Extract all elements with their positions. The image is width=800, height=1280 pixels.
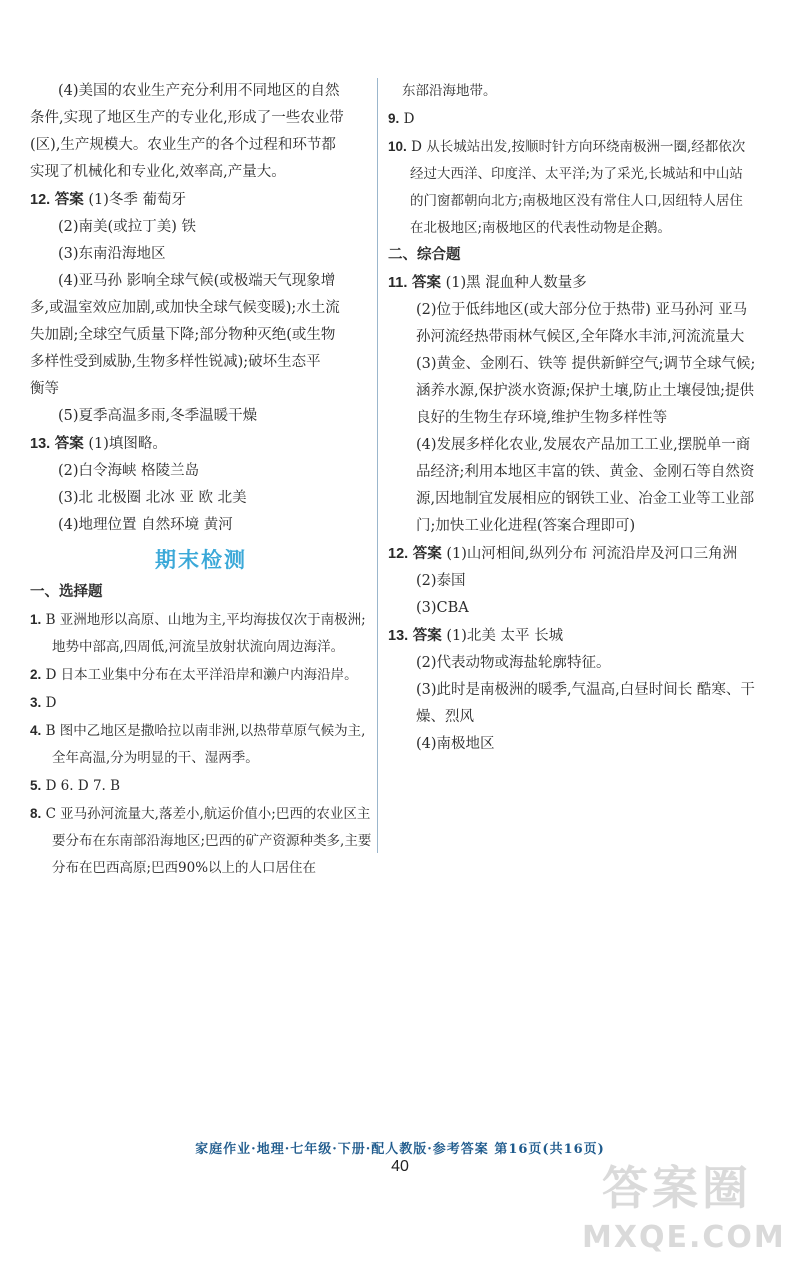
answer-text: (2)泰国	[416, 573, 466, 589]
q13-answer-header	[388, 622, 756, 650]
question-number: 3.	[30, 695, 42, 710]
q12-answer-header	[30, 186, 372, 214]
question-number: 13.	[388, 628, 409, 644]
continued-text: 东部沿海地带。	[402, 83, 497, 99]
answer-text: (4)地理位置 自然环境 黄河	[58, 517, 233, 533]
answer-text: 衡等	[30, 381, 59, 397]
question-number: 9.	[388, 111, 400, 126]
answer-text: (3)东南沿海地区	[58, 246, 166, 262]
question-number: 13.	[30, 436, 51, 452]
answer-text: (2)南美(或拉丁美) 铁	[58, 219, 196, 235]
mc-text: D	[403, 111, 415, 127]
q11-part4-line: (区),生产规模大。农业生产的各个过程和环节都	[30, 137, 336, 153]
section-heading: 一、选择题	[30, 584, 103, 600]
question-number: 8.	[30, 806, 42, 821]
answer-text: (4)发展多样化农业,发展农产品加工工业,摆脱单一商品经济;利用本地区丰富的铁、黄金、金刚石等自然资源,因地制宜发展相应的钢铁工业、冶金工业等工业部门;加快工业化进程(答案合理即可)	[416, 437, 755, 534]
answer-text: (2)白令海峡 格陵兰岛	[58, 463, 200, 479]
answer-text: (1)山河相间,纵列分布 河流沿岸及河口三角洲	[446, 546, 738, 562]
answer-text: 失加剧;全球空气质量下降;部分物种灭绝(或生物	[30, 327, 336, 343]
q11-part4-line: 实现了机械化和专业化,效率高,产量大。	[30, 164, 286, 180]
mc-text: D 日本工业集中分布在太平洋沿岸和濑户内海沿岸。	[45, 667, 358, 683]
mc-text: B 亚洲地形以高原、山地为主,平均海拔仅次于南极洲;地势中部高,四周低,河流呈放射状流向周边海洋。	[45, 612, 366, 655]
q11-part4-line: (4)美国的农业生产充分利用不同地区的自然	[58, 83, 340, 99]
answer-label: 答案	[54, 191, 84, 208]
mc-item	[30, 689, 372, 717]
answer-text: 多样性受到威胁,生物多样性锐减);破坏生态平	[30, 354, 321, 370]
watermark-url: MXQE.COM	[582, 1220, 786, 1255]
answer-text: (1)黑 混血种人数量多	[445, 275, 587, 291]
section-heading: 二、综合题	[388, 247, 461, 263]
page-number: 40	[391, 1158, 409, 1175]
mc-text: D 6. D 7. B	[45, 778, 121, 794]
mc-item	[388, 105, 756, 133]
answer-text: (5)夏季高温多雨,冬季温暖干燥	[58, 408, 258, 424]
question-number: 4.	[30, 723, 42, 738]
question-number: 12.	[388, 546, 409, 562]
mc-text: C 亚马孙河流量大,落差小,航运价值小;巴西的农业区主要分布在东南部沿海地区;巴西的矿产资源种类多,主要分布在巴西高原;巴西90%以上的人口居住在	[45, 806, 372, 876]
mc-item	[30, 717, 372, 772]
q12-answer-header	[388, 540, 756, 568]
mc-text: D	[45, 695, 57, 711]
mc-item	[30, 606, 372, 661]
answer-text: (3)此时是南极洲的暖季,气温高,白昼时间长 酷寒、干燥、烈风	[416, 682, 755, 725]
mc-item	[388, 133, 756, 242]
question-number: 1.	[30, 612, 42, 627]
column-divider	[377, 78, 378, 853]
question-number: 10.	[388, 139, 407, 154]
answer-text: (4)亚马孙 影响全球气候(或极端天气现象增	[58, 273, 336, 289]
answer-label: 答案	[411, 274, 441, 291]
answer-text: (4)南极地区	[416, 736, 495, 752]
answer-label: 答案	[412, 545, 442, 562]
question-number: 11.	[388, 275, 408, 291]
answer-text: (1)北美 太平 长城	[446, 628, 564, 644]
answer-text: 多,或温室效应加剧,或加快全球气候变暖);水土流	[30, 300, 340, 316]
mc-item	[30, 772, 372, 800]
mc-item	[30, 800, 372, 882]
answer-text: (2)代表动物或海盐轮廓特征。	[416, 655, 611, 671]
page-footer: 家庭作业·地理·七年级·下册·配人教版·参考答案 第16页(共16页)	[195, 1142, 605, 1157]
answer-text: (3)CBA	[416, 600, 469, 616]
answer-text: (1)冬季 葡萄牙	[88, 192, 187, 208]
q11-part4-line: 条件,实现了地区生产的专业化,形成了一些农业带	[30, 110, 344, 126]
question-number: 2.	[30, 667, 42, 682]
answer-text: (1)填图略。	[88, 436, 167, 452]
answer-text: (2)位于低纬地区(或大部分位于热带) 亚马孙河 亚马孙河流经热带雨林气候区,全年降水丰沛,河流流量大	[416, 302, 748, 345]
answer-text: (3)北 北极圈 北冰 亚 欧 北美	[58, 490, 247, 506]
q11-answer-header	[388, 269, 756, 297]
answer-label: 答案	[54, 435, 84, 452]
right-column	[388, 78, 756, 758]
answer-text: (3)黄金、金刚石、铁等 提供新鲜空气;调节全球气候;涵养水源,保护淡水资源;保护土壤,防止土壤侵蚀;提供良好的生物生存环境,维护生物多样性等	[416, 356, 756, 426]
question-number: 5.	[30, 778, 42, 793]
mc-item	[30, 661, 372, 689]
question-number: 12.	[30, 192, 51, 208]
answer-label: 答案	[412, 627, 442, 644]
left-column	[30, 78, 372, 882]
mc-text: D 从长城站出发,按顺时针方向环绕南极洲一圈,经都依次经过大西洋、印度洋、太平洋;为了采光,长城站和中山站的门窗都朝向北方;南极地区没有常住人口,因纽特人居住在北极地区;南极地区的代表性动物是企鹅。	[410, 139, 746, 236]
mc-text: B 图中乙地区是撒哈拉以南非洲,以热带草原气候为主,全年高温,分为明显的干、湿两季。	[45, 723, 366, 766]
watermark	[582, 1158, 786, 1268]
watermark-logo: 答案圈	[602, 1161, 752, 1215]
q13-answer-header	[30, 430, 372, 458]
section-title: 期末检测	[155, 548, 247, 572]
